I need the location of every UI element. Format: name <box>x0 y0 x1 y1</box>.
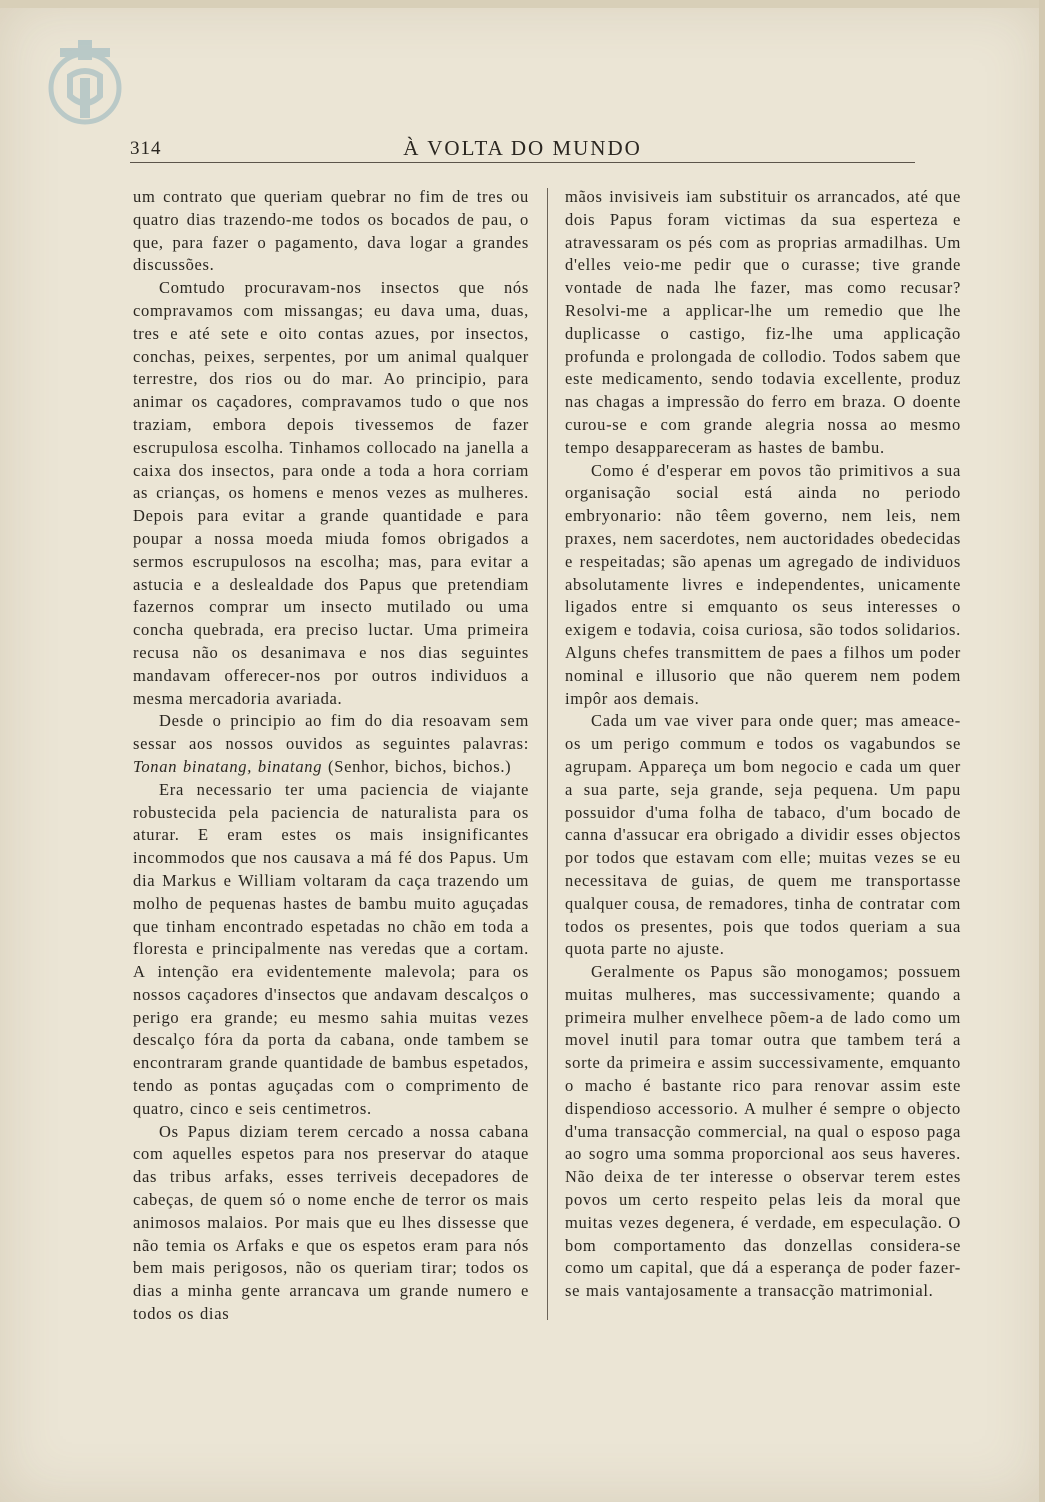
left-paragraph-3-tail: (Senhor, bichos, bichos.) <box>322 756 512 776</box>
library-stamp-icon <box>40 18 130 138</box>
right-paragraph-1: mãos invisiveis iam substituir os arrancados, até que dois Papus foram victimas da sua esperteza e atravessaram os pés com as proprias armadilhas. Um d'elles veio-me pedir que o curasse; tive grande vontade de nada lhe fazer, mas como recusar? Resolvi-me a applicar-lhe um remedio que lhe duplicasse o castigo, fiz-lhe uma applicação profunda e prolongada de collodio. Todos sabem que este medicamento, sendo todavia excellente, produz nas chagas a impressão do ferro em braza. O doente curou-se e com grande alegria nossa ao mesmo tempo desappareceram as hastes de bambu. <box>565 187 961 457</box>
running-head <box>0 132 1045 164</box>
right-paragraph-3: Cada um vae viver para onde quer; mas ameace-os um perigo commum e todos os vagabundos se agrupam. Appareça um bom negocio e cada um quer a sua parte, seja grande, seja pequena. Um papu possuidor d'uma folha de tabaco, d'um bocado de canna d'assucar era obrigado a dividir esses objectos por todos que estavam com elle; muitas vezes se eu necessitava de guias, de quem me transportasse qualquer cousa, de remadores, tinha de contratar com todos os presentes, pois que todos queriam a sua quota parte no ajuste. <box>565 711 961 959</box>
paper-edge-right <box>1039 0 1045 1502</box>
right-column <box>565 186 961 1303</box>
paper-edge-top <box>0 0 1045 8</box>
left-paragraph-5: Os Papus diziam terem cercado a nossa cabana com aquelles espetos para nos preservar do ataque das tribus arfaks, esses terriveis decepadores de cabeças, de quem só o nome enche de terror os mais animosos malaios. Por mais que eu lhes dissesse que não temia os Arfaks e que os espetos eram para nós bem mais perigosos, não os queriam tirar; todos os dias a minha gente arrancava um grande numero e todos os dias <box>133 1121 529 1324</box>
left-paragraph-3-italic: Tonan binatang, binatang <box>133 756 323 776</box>
header-rule <box>130 162 915 163</box>
left-paragraph-4: Era necessario ter uma paciencia de viajante robustecida pela paciencia de naturalista para os aturar. E eram estes os mais insignificantes incommodos que nos causava a má fé dos Papus. Um dia Markus e William voltaram da caça trazendo um molho de pequenas hastes de bambu muito aguçadas que tinham encontrado espetadas no chão em toda a floresta e principalmente nas veredas que a cortam. A intenção era evidentemente malevola; para os nossos caçadores d'insectos que andavam descalços o perigo era grande; eu mesmo sahia muitas vezes descalço fóra da porta da cabana, onde tambem se encontraram grande quantidade de bambus espetados, tendo as pontas aguçadas com o comprimento de quatro, cinco e seis centimetros. <box>133 779 529 1118</box>
left-paragraph-3 <box>133 710 529 778</box>
left-paragraph-2: Comtudo procuravam-nos insectos que nós compravamos com missangas; eu dava uma, duas, tres e até sete e oito contas azues, por insectos, conchas, peixes, serpentes, por um animal qualquer terrestre, dos rios ou do mar. Ao principio, para animar os caçadores, compravamos tudo o que nos traziam, embora depois tivessemos de fazer escrupulosa escolha. Tinhamos collocado na janella a caixa dos insectos, para onde a toda a hora corriam as crianças, os homens e menos vezes as mulheres. Depois para evitar a grande quantidade e para poupar a nossa moeda miuda fomos obrigados a sermos escrupulosos na escolha; mas, para evitar a astucia e a deslealdade dos Papus que pretendiam fazernos comprar um insecto mutilado ou uma concha quebrada, era preciso luctar. Uma primeira recusa não os desanimava e nos dias seguintes mandavam offerecer-nos por outros individuos a mesma mercadoria avariada. <box>133 278 529 708</box>
right-paragraph-4: Geralmente os Papus são monogamos; possuem muitas mulheres, mas successivamente; quando a primeira mulher envelhece põem-a de lado como um movel inutil para tomar outra que tambem terá a sorte da primeira e assim successivamente, emquanto o macho é bastante rico para renovar assim este dispendioso accessorio. A mulher é sempre o objecto d'uma transacção commercial, na qual o esposo paga ao sogro uma somma proporcional aos seus haveres. Não deixa de ter interesse o observar terem estes povos um certo respeito pelas leis da moral que muitas vezes degenera, é verdade, em especulação. O bom comportamento das donzellas considera-se como um capital, que dá a esperança de poder fazer-se mais vantajosamente a transacção matrimonial. <box>565 962 961 1301</box>
left-paragraph-1: um contrato que queriam quebrar no fim de tres ou quatro dias trazendo-me todos os bocados de pau, o que, para fazer o pagamento, dava logar a grandes discussões. <box>133 187 529 275</box>
left-column <box>133 186 529 1326</box>
right-paragraph-2: Como é d'esperar em povos tão primitivos a sua organisação social está ainda no periodo embryonario: não têem governo, nem leis, nem praxes, nem sacerdotes, nem auctoridades obedecidas e respeitadas; são apenas um agregado de individuos absolutamente livres e independentes, unicamente ligados entre si emquanto os seus interesses o exigem e todavia, coisa curiosa, são todos solidarios. Alguns chefes transmittem de paes a filhos um poder nominal e illusorio que não querem nem podem impôr aos demais. <box>565 460 961 708</box>
column-divider <box>547 188 548 1320</box>
left-paragraph-3-text: Desde o principio ao fim do dia resoavam sem sessar aos nossos ouvidos as seguintes palavras: <box>133 711 529 754</box>
journal-title: À VOLTA DO MUNDO <box>403 136 642 160</box>
page-number: 314 <box>130 138 162 159</box>
